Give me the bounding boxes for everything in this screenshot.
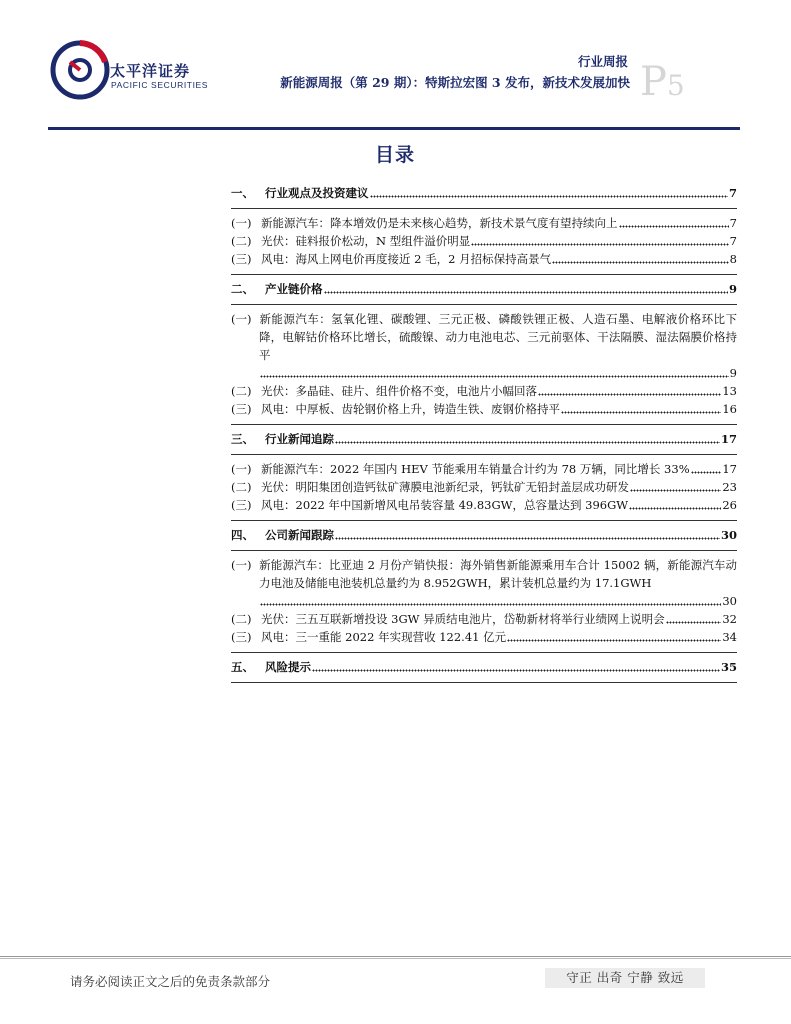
footer-rule-secondary: [0, 958, 791, 959]
report-title: 新能源周报（第 29 期）：特斯拉宏图 3 发布，新技术发展加快: [280, 75, 630, 90]
toc-page-number: 17: [720, 432, 737, 446]
toc-item-text: 光伏：多晶硅、硅片、组件价格不变，电池片小幅回落: [261, 384, 537, 398]
toc-item-text-block: [231, 310, 737, 364]
toc-item-number: (三): [231, 402, 252, 416]
toc-item-number: (一): [231, 216, 252, 230]
toc-item-entry[interactable]: [231, 232, 737, 250]
toc-page-number: 23: [722, 480, 737, 494]
toc-section-rule: [231, 682, 737, 683]
pacific-securities-logo-icon: [50, 40, 110, 100]
toc-leader-dots: [552, 254, 729, 264]
toc-item-number: (二): [231, 234, 252, 248]
toc-item-number: (二): [231, 612, 252, 626]
toc-leader-dots: [561, 404, 721, 414]
brand-name-cn: 太平洋证券: [110, 62, 191, 80]
toc-page-number: 7: [729, 234, 737, 248]
toc-item-number: (三): [231, 630, 252, 644]
toc-section-rule: [231, 424, 737, 425]
header-rule: [48, 127, 740, 130]
toc-page-number: 34: [722, 630, 737, 644]
toc-leader-dots: [666, 614, 722, 624]
toc-item-text: 风电：中厚板、齿轮钢价格上升，铸造生铁、废钢价格持平: [261, 402, 560, 416]
toc-leader-dots: [312, 662, 720, 672]
toc-item-number: (三): [231, 252, 252, 266]
toc-leader-dots: [471, 236, 728, 246]
toc-section-entry[interactable]: [231, 430, 737, 448]
toc-section-number: 三、: [231, 432, 254, 446]
toc-item-entry[interactable]: [231, 214, 737, 232]
toc-item-number: (一): [231, 558, 252, 572]
footer-disclaimer: 请务必阅读正文之后的免责条款部分: [70, 974, 271, 989]
toc-page-number: 13: [722, 384, 737, 398]
toc-leader-dots: [629, 500, 721, 510]
toc-item-entry[interactable]: [231, 478, 737, 496]
toc-section-rule: [231, 652, 737, 653]
toc-section-entry[interactable]: [231, 658, 737, 676]
toc-page-number: 9: [728, 282, 737, 296]
toc-item-entry[interactable]: [231, 628, 737, 646]
toc-leader-dots: [370, 188, 728, 198]
toc-item-entry[interactable]: [231, 310, 737, 382]
toc-section-title: 风险提示: [265, 660, 311, 674]
toc-item-entry[interactable]: [231, 556, 737, 610]
toc-section-number: 一、: [231, 186, 254, 200]
brand-name-en: PACIFIC SECURITIES: [111, 80, 209, 90]
toc-item-text: 新能源汽车：2022 年国内 HEV 节能乘用车销量合计约为 78 万辆，同比增长 33%: [261, 462, 690, 476]
toc-section-rule: [231, 454, 737, 455]
toc-item-number: (二): [231, 480, 252, 494]
toc-leader-dots: [260, 368, 729, 378]
toc-page-number: 26: [722, 498, 737, 512]
toc-section-title: 行业新闻追踪: [265, 432, 334, 446]
page-digit: 5: [666, 69, 685, 102]
toc-section-rule: [231, 520, 737, 521]
toc-item-text-block: [231, 556, 737, 592]
toc-leader-dots: [335, 434, 720, 444]
toc-item-entry[interactable]: [231, 400, 737, 418]
toc-item-entry[interactable]: [231, 382, 737, 400]
toc-item-text: 光伏：硅料报价松动，N 型组件溢价明显: [261, 234, 471, 248]
toc-section-entry[interactable]: [231, 280, 737, 298]
toc-leader-dots: [335, 530, 720, 540]
table-of-contents: [231, 184, 737, 688]
toc-section-title: 产业链价格: [265, 282, 323, 296]
toc-item-entry[interactable]: [231, 496, 737, 514]
toc-item-text: 风电：2022 年中国新增风电吊装容量 49.83GW，总容量达到 396GW: [261, 498, 629, 512]
toc-leader-dots: [507, 632, 721, 642]
toc-item-text: 光伏：三五互联新增投设 3GW 异质结电池片，岱勒新材将举行业绩网上说明会: [261, 612, 665, 626]
toc-heading: 目录: [374, 144, 415, 166]
toc-page-number: 35: [720, 660, 737, 674]
page-letter: P: [640, 59, 667, 105]
toc-page-number: 7: [728, 186, 737, 200]
toc-section-entry[interactable]: [231, 184, 737, 202]
toc-section-rule: [231, 550, 737, 551]
toc-item-text: 新能源汽车：氢氧化锂、碳酸锂、三元正极、磷酸铁锂正极、人造石墨、电解液价格环比下降，电解钴价格环比增长，硫酸镍、动力电池电芯、三元前驱体、干法隔膜、湿法隔膜价格持平: [259, 312, 737, 362]
toc-item-text: 光伏：明阳集团创造钙钛矿薄膜电池新纪录，钙钛矿无铅封盖层成功研发: [261, 480, 629, 494]
toc-item-entry[interactable]: [231, 250, 737, 268]
report-type: 行业周报: [577, 54, 628, 69]
toc-page-number: 32: [722, 612, 737, 626]
toc-page-number: 30: [720, 528, 737, 542]
toc-section-rule: [231, 208, 737, 209]
toc-page-number: 7: [729, 216, 737, 230]
toc-item-text: 风电：三一重能 2022 年实现营收 122.41 亿元: [261, 630, 507, 644]
toc-item-number: (二): [231, 384, 252, 398]
page-number: [640, 59, 685, 106]
toc-section-rule: [231, 274, 737, 275]
toc-item-leader-line: [231, 592, 737, 610]
toc-item-text: 风电：海风上网电价再度接近 2 毛，2 月招标保持高景气: [261, 252, 552, 266]
toc-page-number: 30: [722, 594, 737, 608]
toc-page-number: 17: [722, 462, 737, 476]
toc-section-title: 公司新闻跟踪: [265, 528, 334, 542]
toc-leader-dots: [691, 464, 722, 474]
toc-leader-dots: [260, 596, 721, 606]
toc-leader-dots: [619, 218, 729, 228]
toc-item-number: (三): [231, 498, 252, 512]
toc-item-number: (一): [231, 462, 252, 476]
toc-section-number: 五、: [231, 660, 254, 674]
toc-page-number: 16: [722, 402, 737, 416]
toc-section-number: 四、: [231, 528, 254, 542]
toc-leader-dots: [538, 386, 721, 396]
footer-motto: 守正 出奇 宁静 致远: [545, 968, 705, 988]
toc-item-entry[interactable]: [231, 460, 737, 478]
footer-rule: [0, 956, 791, 957]
toc-leader-dots: [324, 284, 728, 294]
toc-page-number: 9: [729, 366, 737, 380]
toc-item-text: 新能源汽车：比亚迪 2 月份产销快报：海外销售新能源乘用车合计 15002 辆，新能源汽车动力电池及储能电池装机总量约为 8.952GWH，累计装机总量约为 17.1GWH: [259, 558, 737, 590]
toc-item-number: (一): [231, 312, 252, 326]
toc-item-text: 新能源汽车：降本增效仍是未来核心趋势，新技术景气度有望持续向上: [261, 216, 618, 230]
toc-leader-dots: [630, 482, 721, 492]
toc-section-rule: [231, 304, 737, 305]
toc-page-number: 8: [729, 252, 737, 266]
toc-section-entry[interactable]: [231, 526, 737, 544]
toc-section-number: 二、: [231, 282, 254, 296]
toc-item-leader-line: [231, 364, 737, 382]
toc-section-title: 行业观点及投资建议: [265, 186, 369, 200]
toc-item-entry[interactable]: [231, 610, 737, 628]
